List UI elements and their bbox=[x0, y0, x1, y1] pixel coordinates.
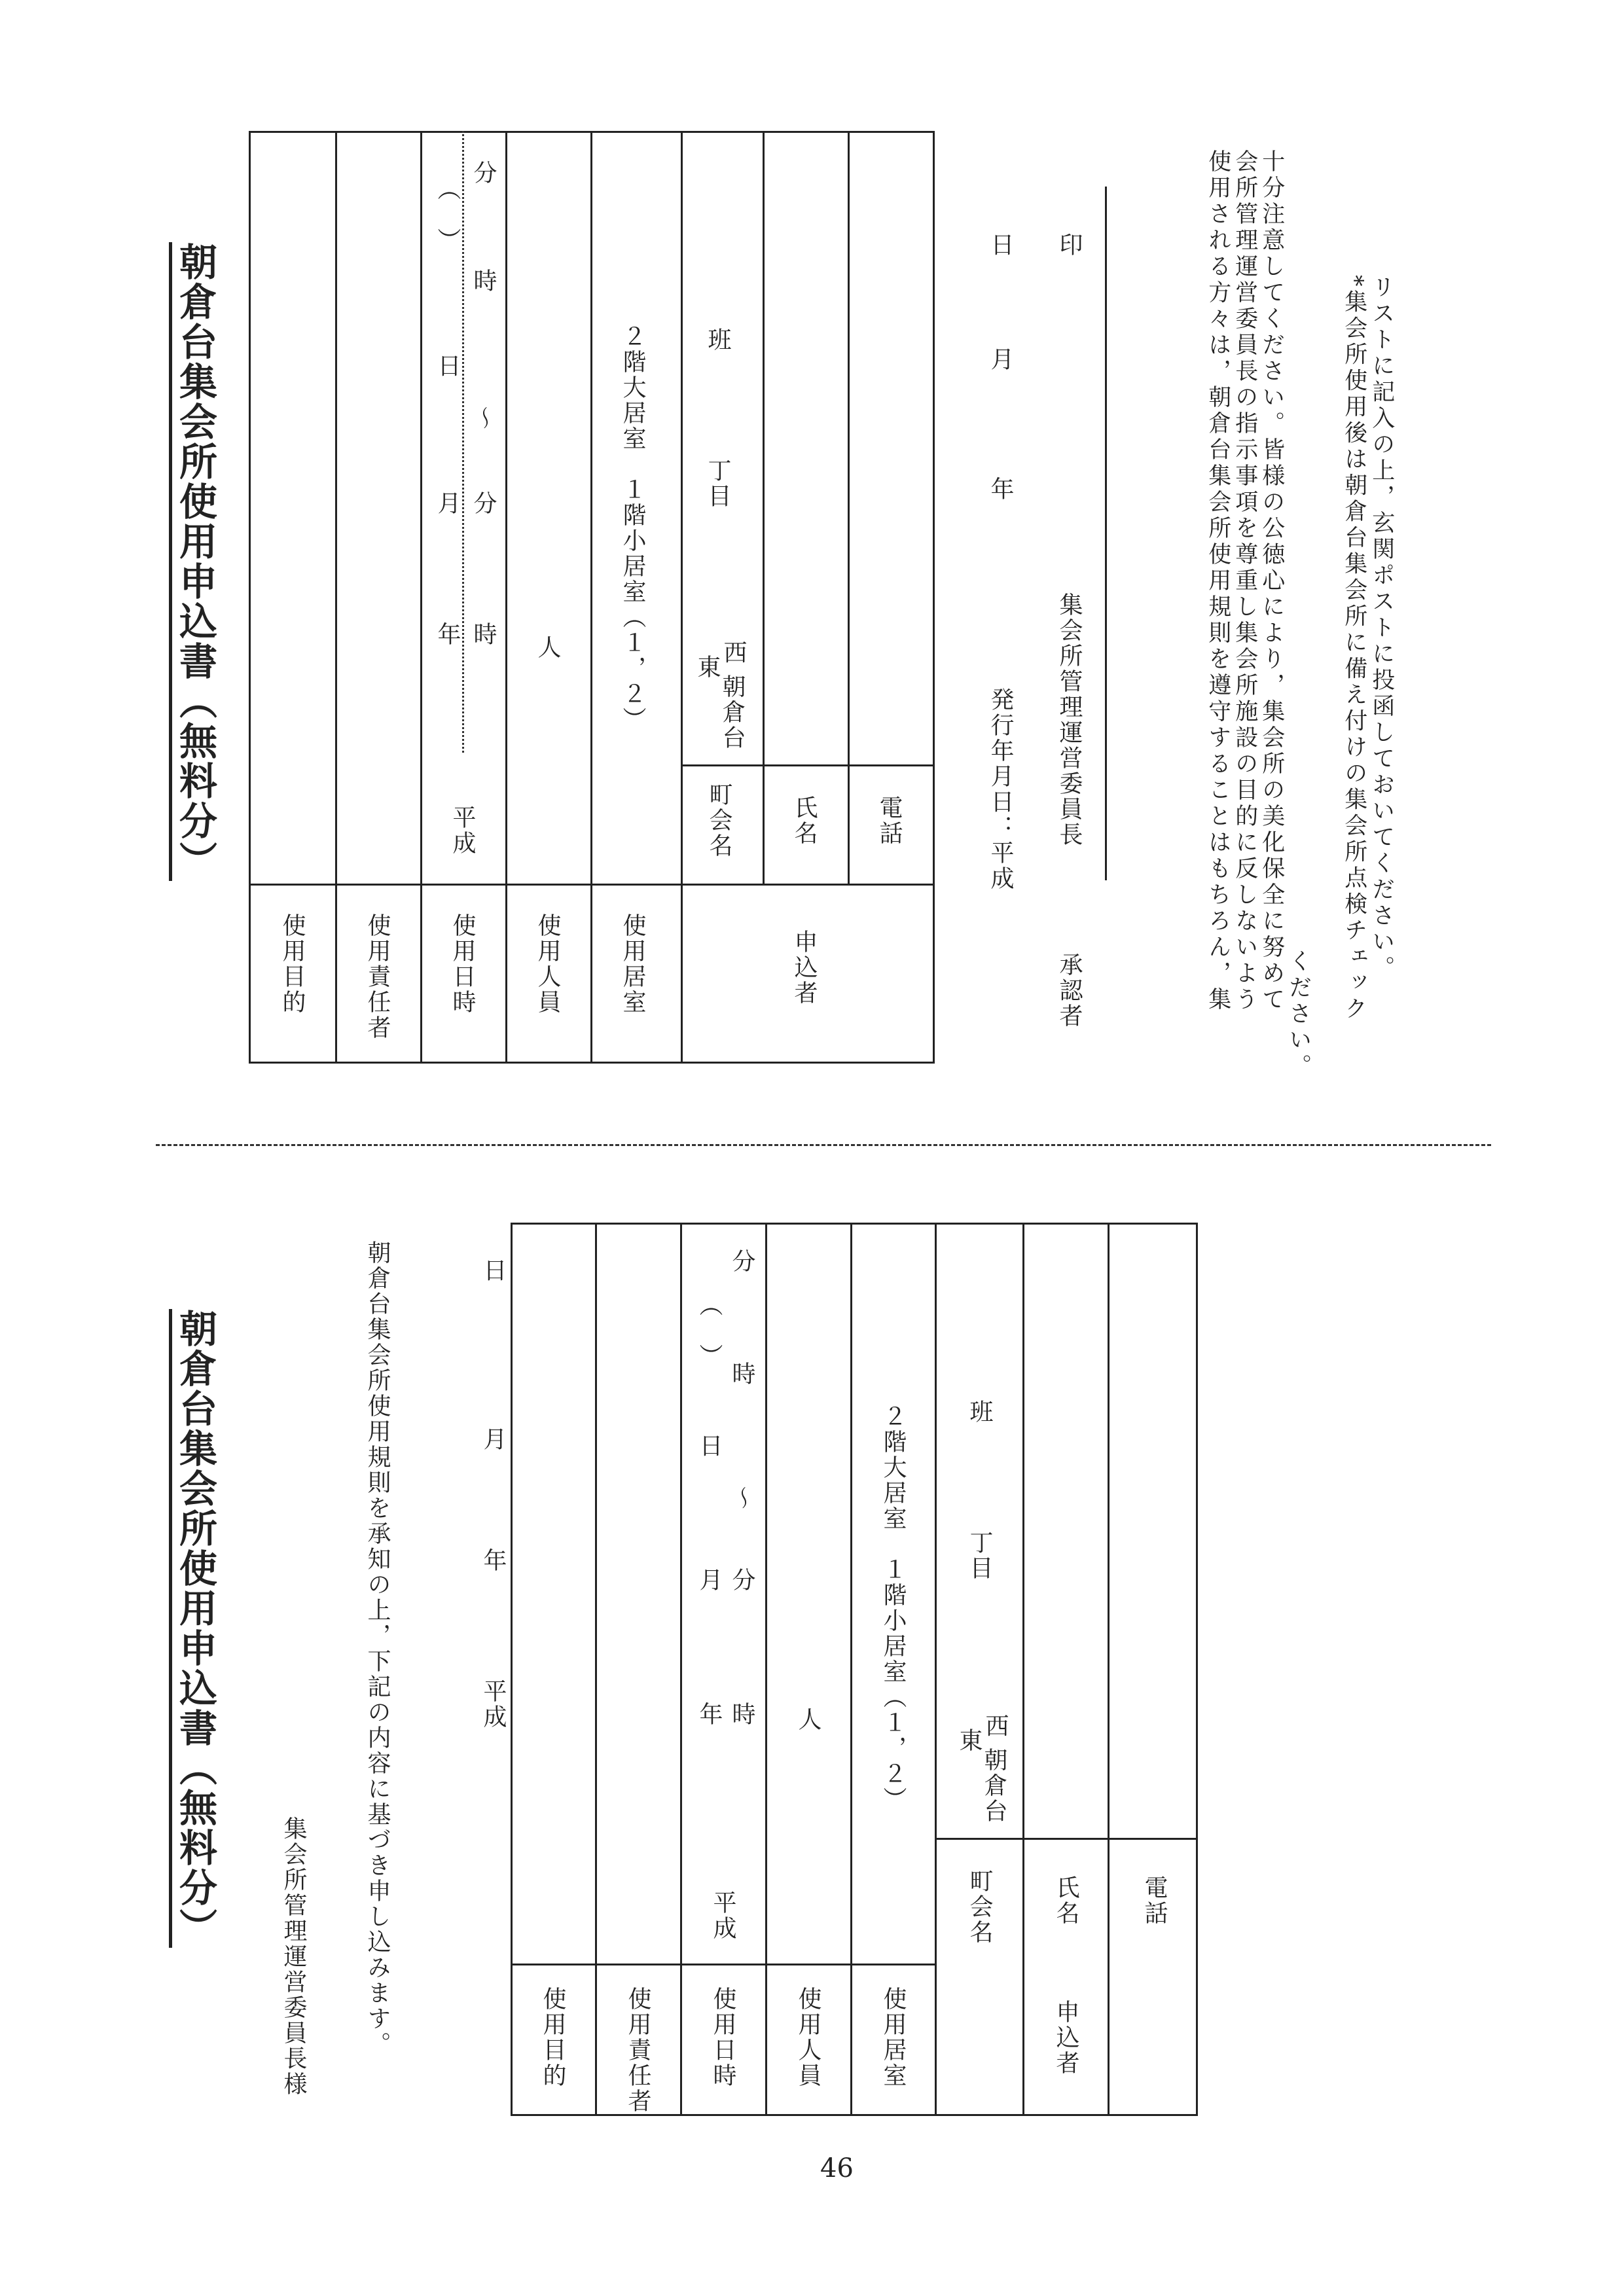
copy-datetime-era: 平成 bbox=[449, 805, 476, 856]
label-datetime: 使用日時 bbox=[710, 1986, 736, 2089]
copy-town-west: 西 bbox=[720, 640, 747, 666]
copy-datetime-hour2: 時 bbox=[470, 268, 497, 294]
copy-datetime-hour: 時 bbox=[470, 622, 497, 647]
town-han: 班 bbox=[966, 1399, 993, 1425]
town-chome: 丁目 bbox=[966, 1530, 993, 1581]
copy-datetime-minute: 分 bbox=[470, 491, 497, 516]
datetime-hour: 時 bbox=[729, 1702, 755, 1727]
copy-town-chome: 丁目 bbox=[704, 458, 731, 509]
cut-line bbox=[156, 1144, 1491, 1146]
datetime-tilde: ～ bbox=[729, 1486, 755, 1511]
copy-datetime-month: 月 bbox=[434, 491, 461, 516]
datetime-year: 年 bbox=[696, 1702, 723, 1727]
copy-label-people: 使用人員 bbox=[534, 913, 561, 1015]
copy-title: 朝倉台集会所使用申込書（無料分） bbox=[169, 242, 214, 881]
copy-label-datetime: 使用日時 bbox=[449, 913, 476, 1015]
usage-note-2: 会所管理運営委員長の指示事項を尊重し集会所施設の目的に反しないよう bbox=[1231, 149, 1258, 1013]
label-name: 氏名 bbox=[1053, 1875, 1079, 1926]
usage-note-4: ください。 bbox=[1285, 949, 1312, 1080]
copy-label-responsible: 使用責任者 bbox=[364, 913, 391, 1041]
application-table bbox=[511, 1223, 1198, 2116]
date-day: 日 bbox=[480, 1258, 507, 1283]
copy-people-unit: 人 bbox=[534, 635, 561, 660]
copy-label-purpose: 使用目的 bbox=[279, 913, 306, 1015]
addressee: 集会所管理運営委員長様 bbox=[280, 1816, 307, 2097]
town-east: 東 bbox=[956, 1728, 983, 1753]
datetime-minute2: 分 bbox=[729, 1249, 755, 1274]
usage-note-1: 使用される方々は，朝倉台集会所使用規則を遵守することはもちろん，集 bbox=[1204, 149, 1231, 1013]
copy-town-han: 班 bbox=[704, 327, 731, 353]
town-name: 朝倉台 bbox=[981, 1748, 1007, 1824]
datetime-day: 日 bbox=[696, 1433, 723, 1459]
copy-label-town: 町会名 bbox=[706, 782, 732, 859]
datetime-minute: 分 bbox=[729, 1568, 755, 1593]
copy-town-name: 朝倉台 bbox=[719, 674, 746, 751]
issue-month: 月 bbox=[987, 347, 1014, 372]
copy-label-phone: 電話 bbox=[876, 795, 903, 846]
intro-text: 朝倉台集会所使用規則を承知の上，下記の内容に基づき申し込みます。 bbox=[364, 1240, 391, 2057]
check-note-1: *集会所使用後は朝倉台集会所に備え付けの集会所点検チェック bbox=[1341, 275, 1367, 1023]
town-west: 西 bbox=[982, 1713, 1009, 1739]
copy-room-options: ２階大居室 １階小居室（１，２） bbox=[619, 324, 646, 732]
approver-title: 集会所管理運営委員長 bbox=[1056, 592, 1083, 848]
label-responsible: 使用責任者 bbox=[624, 1986, 651, 2114]
people-unit: 人 bbox=[795, 1707, 821, 1732]
copy-datetime-day: 日 bbox=[434, 353, 461, 379]
date-year: 年 bbox=[480, 1548, 507, 1573]
datetime-hour2: 時 bbox=[729, 1361, 755, 1387]
label-room: 使用居室 bbox=[880, 1986, 907, 2089]
copy-label-applicant: 申込者 bbox=[791, 929, 818, 1006]
approver-seal: 印 bbox=[1056, 232, 1083, 258]
copy-datetime-year: 年 bbox=[434, 622, 461, 647]
label-people: 使用人員 bbox=[795, 1986, 821, 2089]
datetime-month: 月 bbox=[696, 1568, 723, 1593]
page-number: 46 bbox=[820, 2153, 854, 2183]
date-era: 平成 bbox=[480, 1679, 507, 1730]
label-town: 町会名 bbox=[966, 1869, 993, 1945]
application-title: 朝倉台集会所使用申込書（無料分） bbox=[169, 1309, 214, 1948]
issue-date-label: 発行年月日：平成 bbox=[987, 687, 1014, 891]
datetime-weekday: （ ） bbox=[696, 1293, 723, 1369]
copy-town-east: 東 bbox=[694, 655, 721, 680]
copy-datetime-weekday: （ ） bbox=[434, 177, 461, 253]
label-purpose: 使用目的 bbox=[539, 1986, 566, 2089]
room-options: ２階大居室 １階小居室（１，２） bbox=[880, 1404, 907, 1812]
datetime-era: 平成 bbox=[710, 1890, 736, 1941]
copy-datetime-minute2: 分 bbox=[470, 160, 497, 186]
label-applicant: 申込者 bbox=[1053, 2000, 1079, 2076]
copy-datetime-tilde: ～ bbox=[470, 406, 497, 431]
label-phone: 電話 bbox=[1141, 1875, 1168, 1926]
usage-note-3: 十分注意してください。皆様の公徳心により，集会所の美化保全に努めて bbox=[1258, 149, 1285, 1013]
copy-label-room: 使用居室 bbox=[619, 913, 646, 1015]
issue-day: 日 bbox=[987, 232, 1014, 258]
check-note-2: リストに記入の上，玄関ポストに投函しておいてください。 bbox=[1368, 275, 1395, 982]
issue-year: 年 bbox=[987, 476, 1014, 502]
copy-label-name: 氏名 bbox=[791, 795, 818, 846]
approver-label: 承認者 bbox=[1056, 952, 1083, 1029]
date-month: 月 bbox=[480, 1427, 507, 1452]
